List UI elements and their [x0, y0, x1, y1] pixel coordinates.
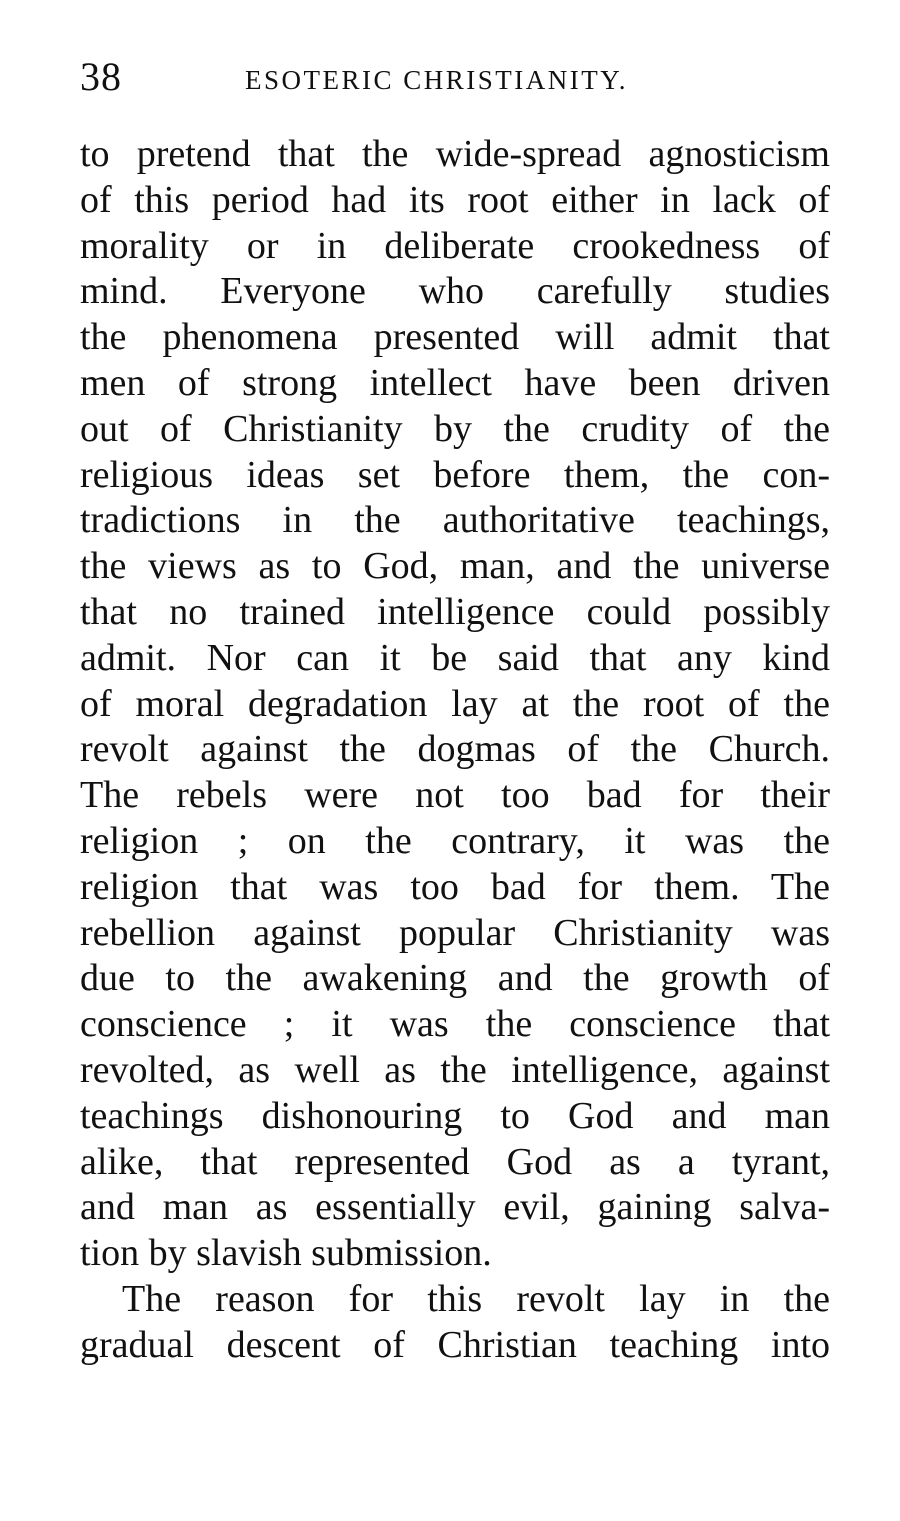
text-line: out of Christianity by the crudity of the: [80, 407, 830, 450]
text-line: rebellion against popular Christianity was: [80, 911, 830, 954]
text-line: due to the awakening and the growth of: [80, 957, 830, 1000]
text-line: conscience ; it was the conscience that: [80, 1003, 830, 1046]
paragraph-start-line: The reason for this revolt lay in the: [122, 1277, 830, 1320]
text-line: gradual descent of Christian teaching into: [80, 1323, 830, 1366]
text-line: morality or in deliberate crookedness of: [80, 224, 830, 267]
text-line: The rebels were not too bad for their: [80, 774, 830, 817]
text-line: teachings dishonouring to God and man: [80, 1094, 830, 1137]
text-line: the views as to God, man, and the universe: [80, 545, 830, 588]
text-line: that no trained intelligence could possibly: [80, 590, 830, 633]
body-text: [80, 132, 830, 1369]
text-line: the phenomena presented will admit that: [80, 316, 830, 359]
text-line: mind. Everyone who carefully studies: [80, 270, 830, 313]
text-line: men of strong intellect have been driven: [80, 361, 830, 404]
text-line: revolted, as well as the intelligence, against: [80, 1048, 830, 1091]
running-title: ESOTERIC CHRISTIANITY.: [245, 65, 629, 95]
page-number: 38: [80, 54, 122, 99]
running-head: [80, 52, 830, 102]
text-line: and man as essentially evil, gaining salva-: [80, 1186, 830, 1229]
text-line: alike, that represented God as a tyrant,: [80, 1140, 830, 1183]
text-line: religion that was too bad for them. The: [80, 865, 830, 908]
text-line: of moral degradation lay at the root of the: [80, 682, 830, 725]
text-line: religious ideas set before them, the con-: [80, 453, 830, 496]
paragraph-end-line: tion by slavish submission.: [80, 1232, 492, 1275]
text-line: tradictions in the authoritative teachings,: [80, 499, 830, 542]
text-line: revolt against the dogmas of the Church.: [80, 728, 830, 771]
text-line: of this period had its root either in lack of: [80, 178, 830, 221]
text-line: religion ; on the contrary, it was the: [80, 819, 830, 862]
text-line: to pretend that the wide-spread agnosticism: [80, 133, 830, 175]
text-line: admit. Nor can it be said that any kind: [80, 636, 830, 679]
